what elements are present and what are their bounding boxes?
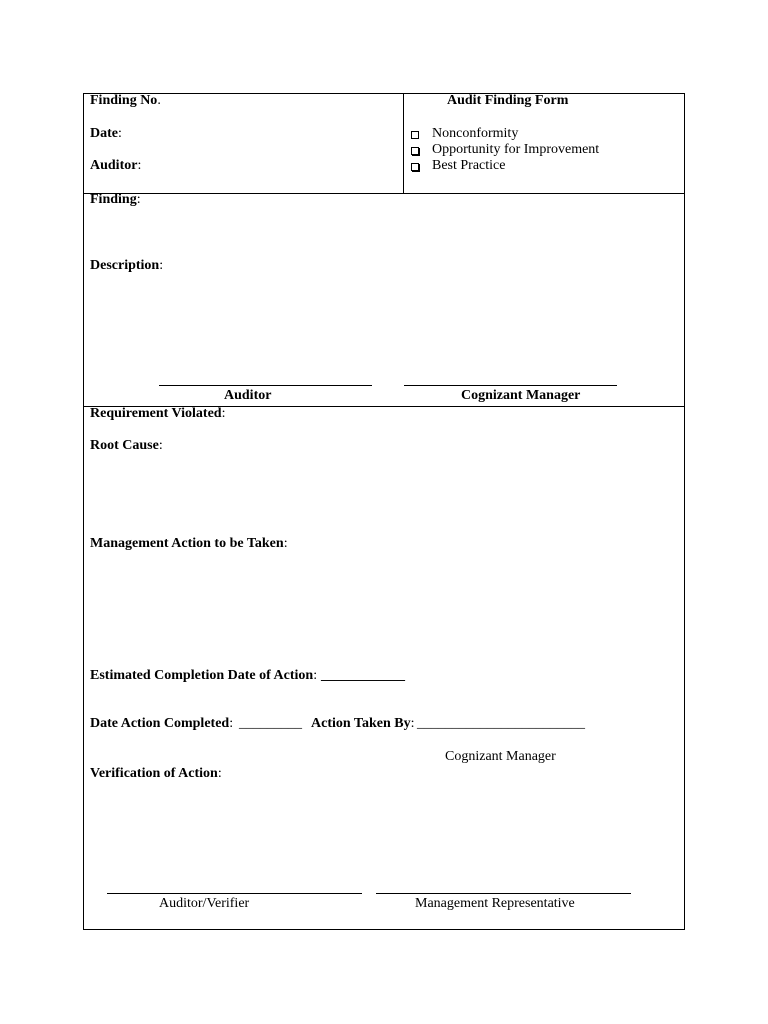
date-action-completed-punctuation: : — [229, 716, 234, 731]
estimated-completion-punctuation: : — [313, 668, 318, 683]
finding-type-label: Opportunity for Improvement — [432, 142, 600, 157]
finding-section — [84, 194, 684, 407]
action-taken-by-field — [311, 716, 414, 732]
finding-type-label: Best Practice — [432, 158, 506, 173]
finding-type-label: Nonconformity — [432, 126, 519, 141]
cognizant-manager-signature-caption: Cognizant Manager — [461, 388, 581, 403]
date-label: Date — [90, 126, 118, 141]
verification-of-action-punctuation: : — [217, 766, 222, 781]
description-punctuation: : — [159, 258, 164, 273]
action-taken-by-caption: Cognizant Manager — [445, 749, 556, 764]
verification-of-action-field — [90, 766, 222, 782]
date-action-completed-blank[interactable]: _________ — [239, 716, 302, 731]
date-punctuation: : — [118, 126, 122, 141]
auditor-signature-caption: Auditor — [224, 388, 272, 403]
date-field — [90, 126, 122, 142]
date-action-completed-label: Date Action Completed — [90, 716, 230, 731]
finding-no-label: Finding No — [90, 93, 158, 108]
root-cause-punctuation: : — [158, 438, 163, 453]
finding-label: Finding — [90, 192, 137, 207]
finding-type-option-best-practice[interactable] — [411, 158, 505, 174]
finding-type-option-opportunity-for-improvement[interactable] — [411, 142, 599, 158]
finding-no-field — [90, 93, 161, 109]
checkbox-icon[interactable] — [411, 131, 419, 139]
auditor-signature-line[interactable] — [159, 385, 372, 386]
action-taken-by-blank[interactable]: ________________________ — [417, 716, 585, 731]
checkbox-icon[interactable] — [411, 147, 419, 155]
root-cause-field — [90, 438, 163, 454]
date-action-completed-field — [90, 716, 233, 732]
requirement-violated-field — [90, 406, 225, 422]
management-action-field — [90, 536, 288, 552]
audit-finding-form — [83, 93, 685, 930]
checkbox-icon[interactable] — [411, 163, 419, 171]
finding-field — [90, 192, 141, 208]
action-section — [84, 407, 684, 929]
management-action-label: Management Action to be Taken — [90, 536, 284, 551]
description-field — [90, 258, 163, 274]
auditor-punctuation: : — [137, 158, 142, 173]
root-cause-label: Root Cause — [90, 438, 159, 453]
management-representative-signature-line[interactable] — [376, 893, 631, 894]
management-action-punctuation: : — [283, 536, 288, 551]
finding-type-option-nonconformity[interactable] — [411, 126, 518, 142]
action-taken-by-label: Action Taken By — [311, 716, 411, 731]
form-header-section — [84, 94, 684, 194]
management-representative-caption: Management Representative — [415, 896, 575, 911]
auditor-verifier-signature-line[interactable] — [107, 893, 362, 894]
auditor-verifier-caption: Auditor/Verifier — [159, 896, 250, 911]
auditor-field — [90, 158, 141, 174]
estimated-completion-label: Estimated Completion Date of Action — [90, 668, 314, 683]
auditor-label: Auditor — [90, 158, 138, 173]
verification-of-action-label: Verification of Action — [90, 766, 218, 781]
estimated-completion-field — [90, 668, 317, 684]
action-taken-by-punctuation: : — [410, 716, 415, 731]
finding-punctuation: : — [136, 192, 141, 207]
requirement-violated-label: Requirement Violated — [90, 406, 222, 421]
cognizant-manager-signature-line[interactable] — [404, 385, 617, 386]
estimated-completion-date-blank[interactable]: ____________ — [321, 668, 405, 683]
header-column-divider — [403, 94, 404, 193]
form-title: Audit Finding Form — [447, 93, 569, 108]
finding-no-punctuation: . — [157, 93, 161, 108]
description-label: Description — [90, 258, 160, 273]
requirement-violated-punctuation: : — [221, 406, 226, 421]
